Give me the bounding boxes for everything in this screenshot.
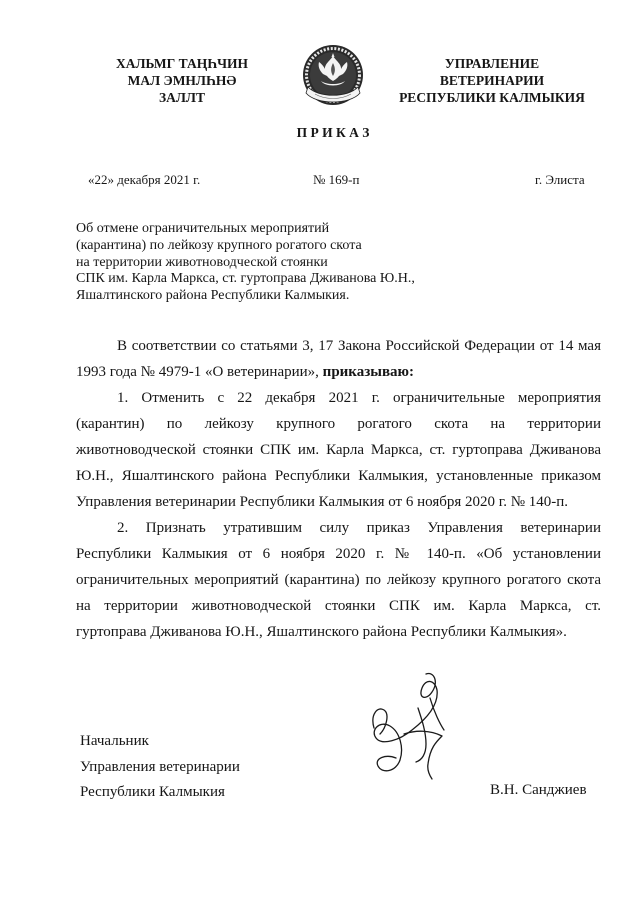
- item-line: Ю.Н., Яшалтинского района Республики Калмыкия, установленные приказом: [76, 468, 601, 484]
- document-title: П Р И К А З: [296, 125, 370, 140]
- subject-line: Яшалтинского района Республики Калмыкия.: [76, 288, 350, 304]
- signatory-position: [80, 729, 240, 806]
- item-line: Управления ветеринарии Республики Калмыкия от 6 ноября 2020 г. № 140-п.: [76, 494, 569, 510]
- item-line: гуртоправа Дживанова Ю.Н., Яшалтинского района Республики Калмыкия».: [76, 624, 567, 640]
- preamble-text: 1993 года № 4979-1 «О ветеринарии»,: [76, 364, 323, 380]
- item-line: 1. Отменить с 22 декабря 2021 г. ограничительные мероприятия: [117, 390, 601, 406]
- signatory-name: В.Н. Санджиев: [490, 782, 587, 798]
- preamble-paragraph: [76, 333, 601, 385]
- preamble-line: [76, 359, 601, 385]
- order-number: № 169-п: [313, 172, 360, 187]
- item-line: Республики Калмыкия от 6 ноября 2020 г. № 140-п. «Об установлении: [76, 546, 601, 562]
- header-right-line: ВЕТЕРИНАРИИ: [439, 73, 545, 88]
- order-body: [76, 333, 601, 645]
- header-kalmyk-name: [102, 55, 262, 106]
- header-left-line: ХАЛЬМГ ТАҢҺЧИН: [115, 56, 249, 71]
- subject-line: Об отмене ограничительных мероприятий: [76, 221, 330, 236]
- order-subject: [76, 221, 415, 305]
- order-city: г. Элиста: [535, 172, 585, 187]
- preamble-line: В соответствии со статьями 3, 17 Закона Российской Федерации от 14 мая: [117, 338, 601, 354]
- header-right-line: УПРАВЛЕНИЕ: [444, 56, 540, 71]
- header-department-name: [392, 55, 592, 106]
- item-line: на территории животноводческой стоянки СПК им. Карла Маркса, ст.: [76, 598, 601, 614]
- handwritten-signature: [360, 668, 450, 784]
- item-line: 2. Признать утратившим силу приказ Управления ветеринарии: [117, 520, 601, 536]
- item-line: (карантин) по лейкозу крупного рогатого скота на территории: [76, 416, 601, 432]
- header-right-line: РЕСПУБЛИКИ КАЛМЫКИЯ: [399, 90, 585, 105]
- order-date: «22» декабря 2021 г.: [88, 172, 201, 187]
- order-directive: приказываю:: [322, 364, 415, 380]
- item-line: животноводческой стоянки СПК им. Карла Маркса, ст. гуртоправа Дживанова: [76, 442, 601, 458]
- position-line: Начальник: [80, 733, 149, 749]
- position-line: Республики Калмыкия: [80, 784, 225, 800]
- header-left-line: МАЛ ЭМНЛҺНӘ: [127, 73, 237, 88]
- subject-line: СПК им. Карла Маркса, ст. гуртоправа Дживанова Ю.Н.,: [76, 271, 415, 287]
- subject-line: на территории животноводческой стоянки: [76, 254, 328, 270]
- item-line: ограничительных мероприятий (карантина) по лейкозу крупного рогатого скота: [76, 572, 601, 588]
- subject-line: (карантина) по лейкозу крупного рогатого скота: [76, 237, 362, 253]
- header-left-line: ЗАЛЛТ: [159, 90, 205, 105]
- order-item-2: [76, 515, 601, 645]
- position-line: Управления ветеринарии: [80, 758, 240, 775]
- order-item-1: [76, 385, 601, 515]
- coat-of-arms-icon: [301, 43, 365, 107]
